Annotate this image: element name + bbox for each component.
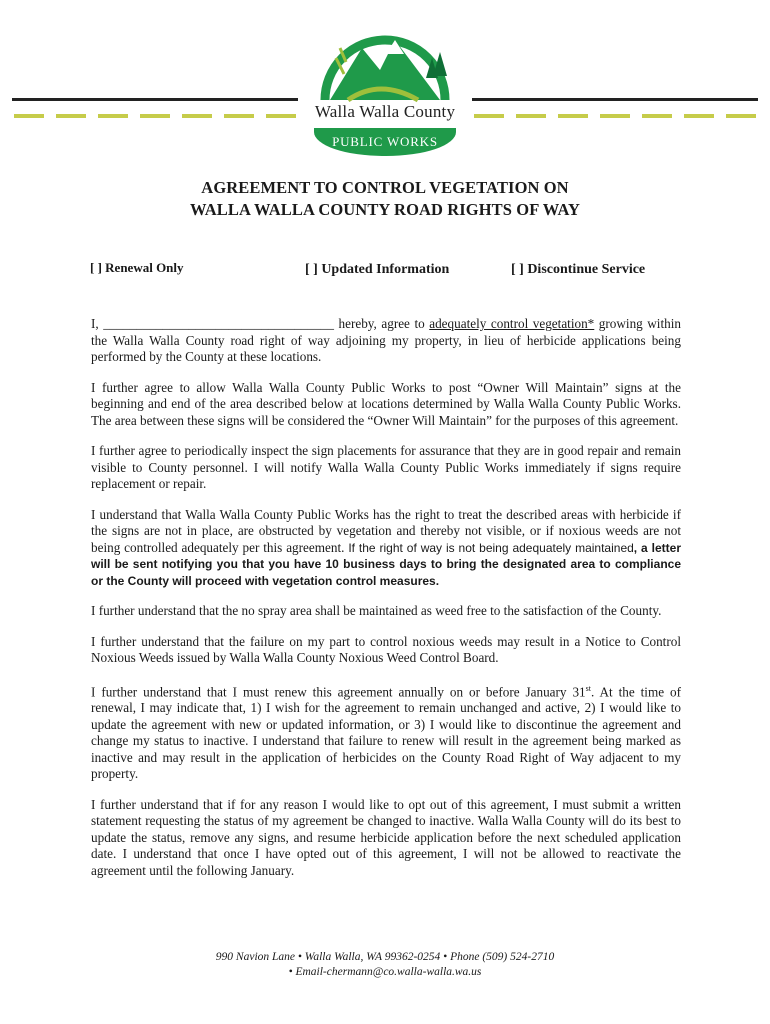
option-discontinue-service[interactable]: [ ] Discontinue Service xyxy=(511,262,646,277)
control-vegetation-link: adequately control vegetation* xyxy=(429,316,595,331)
page-title-line2: WALLA WALLA COUNTY ROAD RIGHTS OF WAY xyxy=(189,200,580,219)
agreement-body xyxy=(91,316,681,893)
footer-email: • Email-chermann@co.walla-walla.wa.us xyxy=(288,966,482,978)
mountain-logo-icon xyxy=(300,18,470,108)
paragraph-signs: I further agree to allow Walla Walla County Public Works to post “Owner Will Maintain” signs at the beginning and end of the area described below at locations determined by Walla Walla County Public Works. The area between these signs will be considered the “Owner Will Maintain” for the purposes of this agreement. xyxy=(91,379,681,428)
header-rule-right xyxy=(472,98,758,101)
logo-department-badge: PUBLIC WORKS xyxy=(314,128,456,156)
county-logo xyxy=(300,18,470,160)
header-dash-left xyxy=(14,114,298,118)
header-rule-left xyxy=(12,98,298,101)
page-title-line1: AGREEMENT TO CONTROL VEGETATION ON xyxy=(201,178,569,197)
footer-address: 990 Navion Lane • Walla Walla, WA 99362-0254 • Phone (509) 524-2710 xyxy=(215,951,555,963)
paragraph-noxious-weeds: I further understand that the failure on my part to control noxious weeds may result in a Notice to Control Noxious Weeds issued by Walla Walla County Noxious Weed Control Board. xyxy=(91,633,681,665)
paragraph-inspection: I further agree to periodically inspect the sign placements for assurance that they are in good repair and remain visible to County personnel. I will notify Walla Walla County Public Works immediately if signs require replacement or repair. xyxy=(91,443,681,491)
paragraph-renewal: I further understand that I must renew this agreement annually on or before January 31st. At the time of renewal, I may indicate that, 1) I wish for the agreement to remain unchanged and active, 2) I would like to update the agreement with new or updated information, or 3) I would like to discontinue the agreement and change my status to inactive. I understand that failure to renew will result in the agreement being marked as inactive and may result in the application of herbicides on the County Road Right of Way adjacent to my property. xyxy=(91,683,682,782)
paragraph-opt-out: I further understand that if for any reason I would like to opt out of this agreement, I must submit a written statement requesting the status of my agreement be changed to inactive. Walla Walla County will do its best to update the status, remove any signs, and resume herbicide application before the next scheduled application date. I understand that once I have opted out of this agreement, I will not be allowed to reactivate the agreement until the following January. xyxy=(91,796,681,878)
paragraph-herbicide-rights: I understand that Walla Walla County Public Works has the right to treat the described areas with herbicide if the signs are not in place, are obstructed by vegetation and thereby not visible, or if noxious weeds are not being controlled adequately per this agreement. If the right of way is not being adequately maintained, a letter will be sent notifying you that you have 10 business days to bring the designated area to compliance or the County will proceed with vegetation control measures. xyxy=(91,506,681,588)
paragraph-agreement: I, ___________________________________ hereby, agree to adequately control vegetation* growing within the Walla Walla County road right of way adjoining my property, in lieu of herbicide applications being performed by the County at these locations. xyxy=(91,316,681,364)
option-updated-information[interactable]: [ ] Updated Information xyxy=(305,262,450,277)
paragraph-no-spray: I further understand that the no spray area shall be maintained as weed free to the satisfaction of the County. xyxy=(91,603,662,618)
header-dash-right xyxy=(474,114,758,118)
logo-county-name: Walla Walla County xyxy=(314,102,456,121)
option-renewal-only[interactable]: [ ] Renewal Only xyxy=(90,260,184,275)
